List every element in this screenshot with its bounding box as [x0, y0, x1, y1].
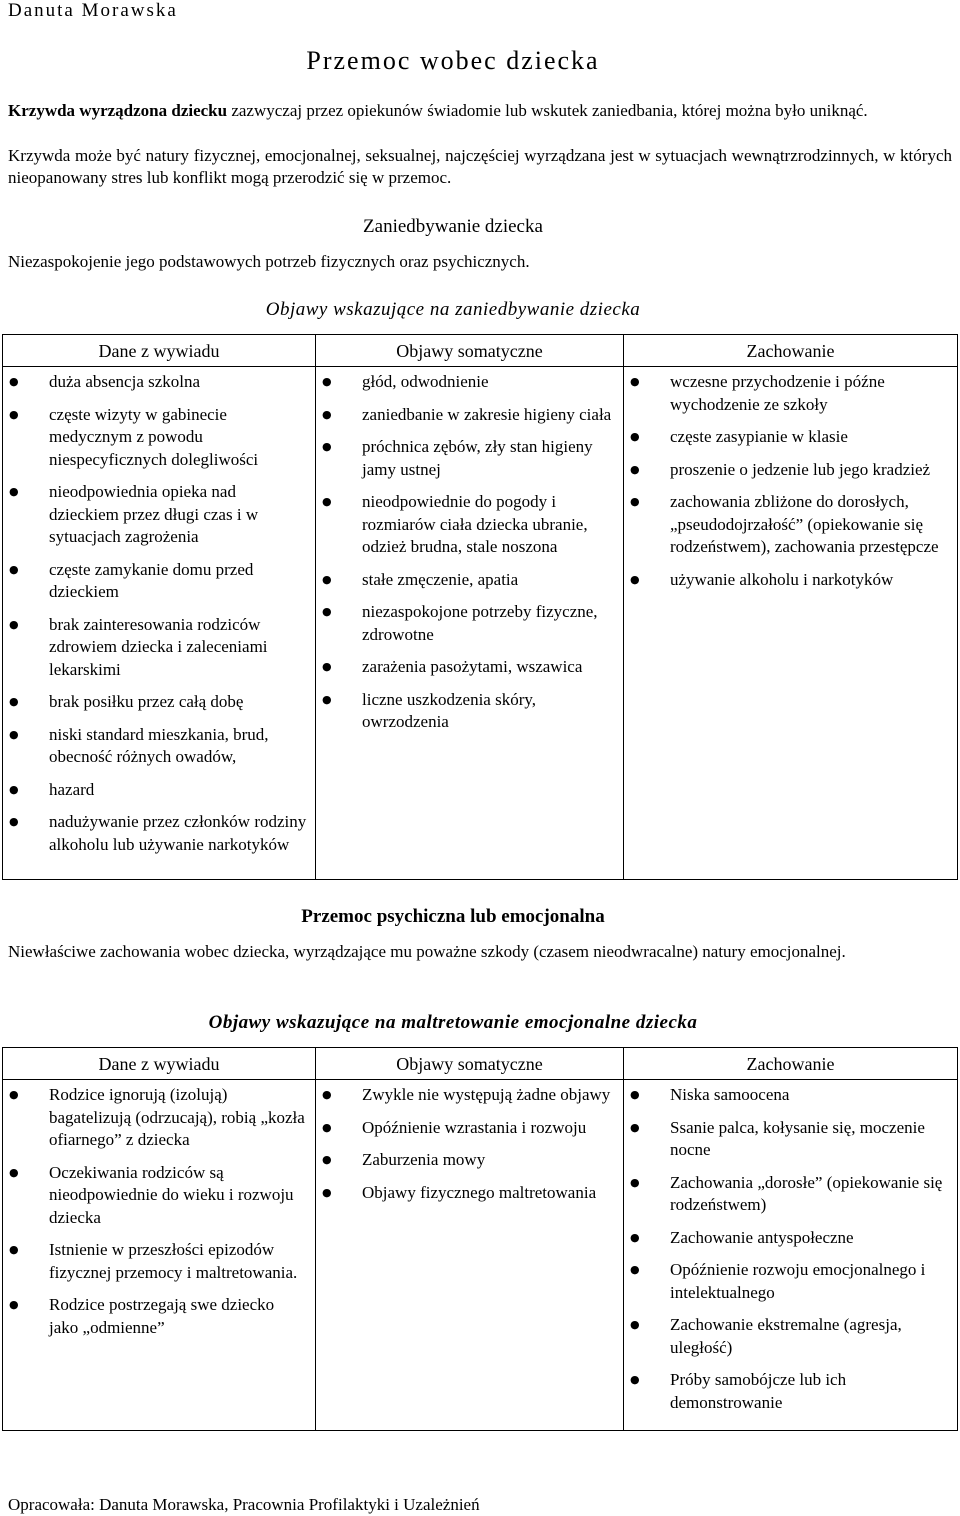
neglect-table-row: [3, 367, 958, 880]
list-item: ● Niska samoocena: [624, 1084, 957, 1107]
intro-paragraph: [8, 100, 952, 122]
neglect-table: [2, 334, 958, 880]
list-item: ● używanie alkoholu i narkotyków: [624, 569, 957, 592]
neglect-col-3: [624, 367, 958, 880]
emotional-heading: Przemoc psychiczna lub emocjonalna: [301, 906, 605, 927]
page-title: Przemoc wobec dziecka: [306, 46, 600, 75]
list-item: ● Rodzice ignorują (izolują) bagatelizują (odrzucają), robią „kozła ofiarnego” z dziecka: [3, 1084, 315, 1152]
list-item: ● brak zainteresowania rodziców zdrowiem dziecka i zaleceniami lekarskimi: [3, 614, 315, 682]
emotional-col-1: [3, 1080, 316, 1431]
list-item: ● częste zamykanie domu przed dzieckiem: [3, 559, 315, 604]
list-item: ● nadużywanie przez członków rodziny alkoholu lub używanie narkotyków: [3, 811, 315, 856]
emotional-col-header-1: Dane z wywiadu: [3, 1048, 316, 1080]
emotional-table-header-row: [3, 1048, 958, 1080]
list-item: ● Opóźnienie wzrastania i rozwoju: [316, 1117, 623, 1140]
emotional-col-header-2: Objawy somatyczne: [316, 1048, 624, 1080]
intro-bold-term: Krzywda wyrządzona dziecku: [8, 101, 228, 120]
emotional-col-header-3: Zachowanie: [624, 1048, 958, 1080]
list-item: ● Istnienie w przeszłości epizodów fizycznej przemocy i maltretowania.: [3, 1239, 315, 1284]
neglect-col-header-3: Zachowanie: [624, 335, 958, 367]
list-item: ● głód, odwodnienie: [316, 371, 623, 394]
emotional-table-row: [3, 1080, 958, 1431]
emotional-definition: Niewłaściwe zachowania wobec dziecka, wyrządzające mu poważne szkody (czasem nieodwracalne) natury emocjonalnej.: [8, 942, 846, 961]
list-item: ● Zaburzenia mowy: [316, 1149, 623, 1172]
list-item: ● hazard: [3, 779, 315, 802]
neglect-heading: Zaniedbywanie dziecka: [363, 216, 543, 237]
list-item: ● próchnica zębów, zły stan higieny jamy ustnej: [316, 436, 623, 481]
footer-credit: Opracowała: Danuta Morawska, Pracownia Profilaktyki i Uzależnień: [8, 1495, 480, 1514]
list-item: ● stałe zmęczenie, apatia: [316, 569, 623, 592]
list-item: ● częste wizyty w gabinecie medycznym z powodu niespecyficznych dolegliwości: [3, 404, 315, 472]
list-item: ● Rodzice postrzegają swe dziecko jako „odmienne”: [3, 1294, 315, 1339]
list-item: ● duża absencja szkolna: [3, 371, 315, 394]
list-item: ● zachowania zbliżone do dorosłych, „pseudodojrzałość” (opiekowanie się rodzeństwem), zachowania przestępcze: [624, 491, 957, 559]
list-item: ● Ssanie palca, kołysanie się, moczenie nocne: [624, 1117, 957, 1162]
neglect-col-header-1: Dane z wywiadu: [3, 335, 316, 367]
neglect-col-header-2: Objawy somatyczne: [316, 335, 624, 367]
neglect-table-title: Objawy wskazujące na zaniedbywanie dziecka: [265, 299, 641, 320]
list-item: ● Zwykle nie występują żadne objawy: [316, 1084, 623, 1107]
list-item: ● nieodpowiednie do pogody i rozmiarów ciała dziecka ubranie, odzież brudna, stale noszona: [316, 491, 623, 559]
neglect-col-2: [316, 367, 624, 880]
list-item: ● Opóźnienie rozwoju emocjonalnego i intelektualnego: [624, 1259, 957, 1304]
list-item: ● nieodpowiednia opieka nad dzieckiem przez długi czas i w sytuacjach zagrożenia: [3, 481, 315, 549]
intro-paragraph-2: Krzywda może być natury fizycznej, emocjonalnej, seksualnej, najczęściej wyrządzana jest w sytuacjach wewnątrzrodzinnych, w których nieopanowany stres lub konflikt mogą przerodzić się w przemoc.: [8, 146, 952, 187]
author-name: Danuta Morawska: [8, 0, 178, 21]
list-item: ● brak posiłku przez całą dobę: [3, 691, 315, 714]
neglect-col-1: [3, 367, 316, 880]
list-item: ● Zachowanie ekstremalne (agresja, uległość): [624, 1314, 957, 1359]
intro-line1: zazwyczaj przez opiekunów świadomie lub wskutek zaniedbania, której można było uniknąć.: [227, 101, 868, 120]
emotional-col-3: [624, 1080, 958, 1431]
list-item: ● niski standard mieszkania, brud, obecność różnych owadów,: [3, 724, 315, 769]
emotional-table: [2, 1047, 958, 1431]
list-item: ● niezaspokojone potrzeby fizyczne, zdrowotne: [316, 601, 623, 646]
neglect-table-header-row: [3, 335, 958, 367]
list-item: ● Zachowanie antyspołeczne: [624, 1227, 957, 1250]
list-item: ● liczne uszkodzenia skóry, owrzodzenia: [316, 689, 623, 734]
neglect-definition: Niezaspokojenie jego podstawowych potrzeb fizycznych oraz psychicznych.: [8, 252, 530, 271]
list-item: ● Zachowania „dorosłe” (opiekowanie się rodzeństwem): [624, 1172, 957, 1217]
list-item: ● zaniedbanie w zakresie higieny ciała: [316, 404, 623, 427]
list-item: ● Próby samobójcze lub ich demonstrowanie: [624, 1369, 957, 1414]
list-item: ● Objawy fizycznego maltretowania: [316, 1182, 623, 1205]
emotional-col-2: [316, 1080, 624, 1431]
emotional-table-title: Objawy wskazujące na maltretowanie emocjonalne dziecka: [208, 1012, 698, 1033]
list-item: ● częste zasypianie w klasie: [624, 426, 957, 449]
list-item: ● Oczekiwania rodziców są nieodpowiednie do wieku i rozwoju dziecka: [3, 1162, 315, 1230]
list-item: ● wczesne przychodzenie i późne wychodzenie ze szkoły: [624, 371, 957, 416]
list-item: ● proszenie o jedzenie lub jego kradzież: [624, 459, 957, 482]
list-item: ● zarażenia pasożytami, wszawica: [316, 656, 623, 679]
